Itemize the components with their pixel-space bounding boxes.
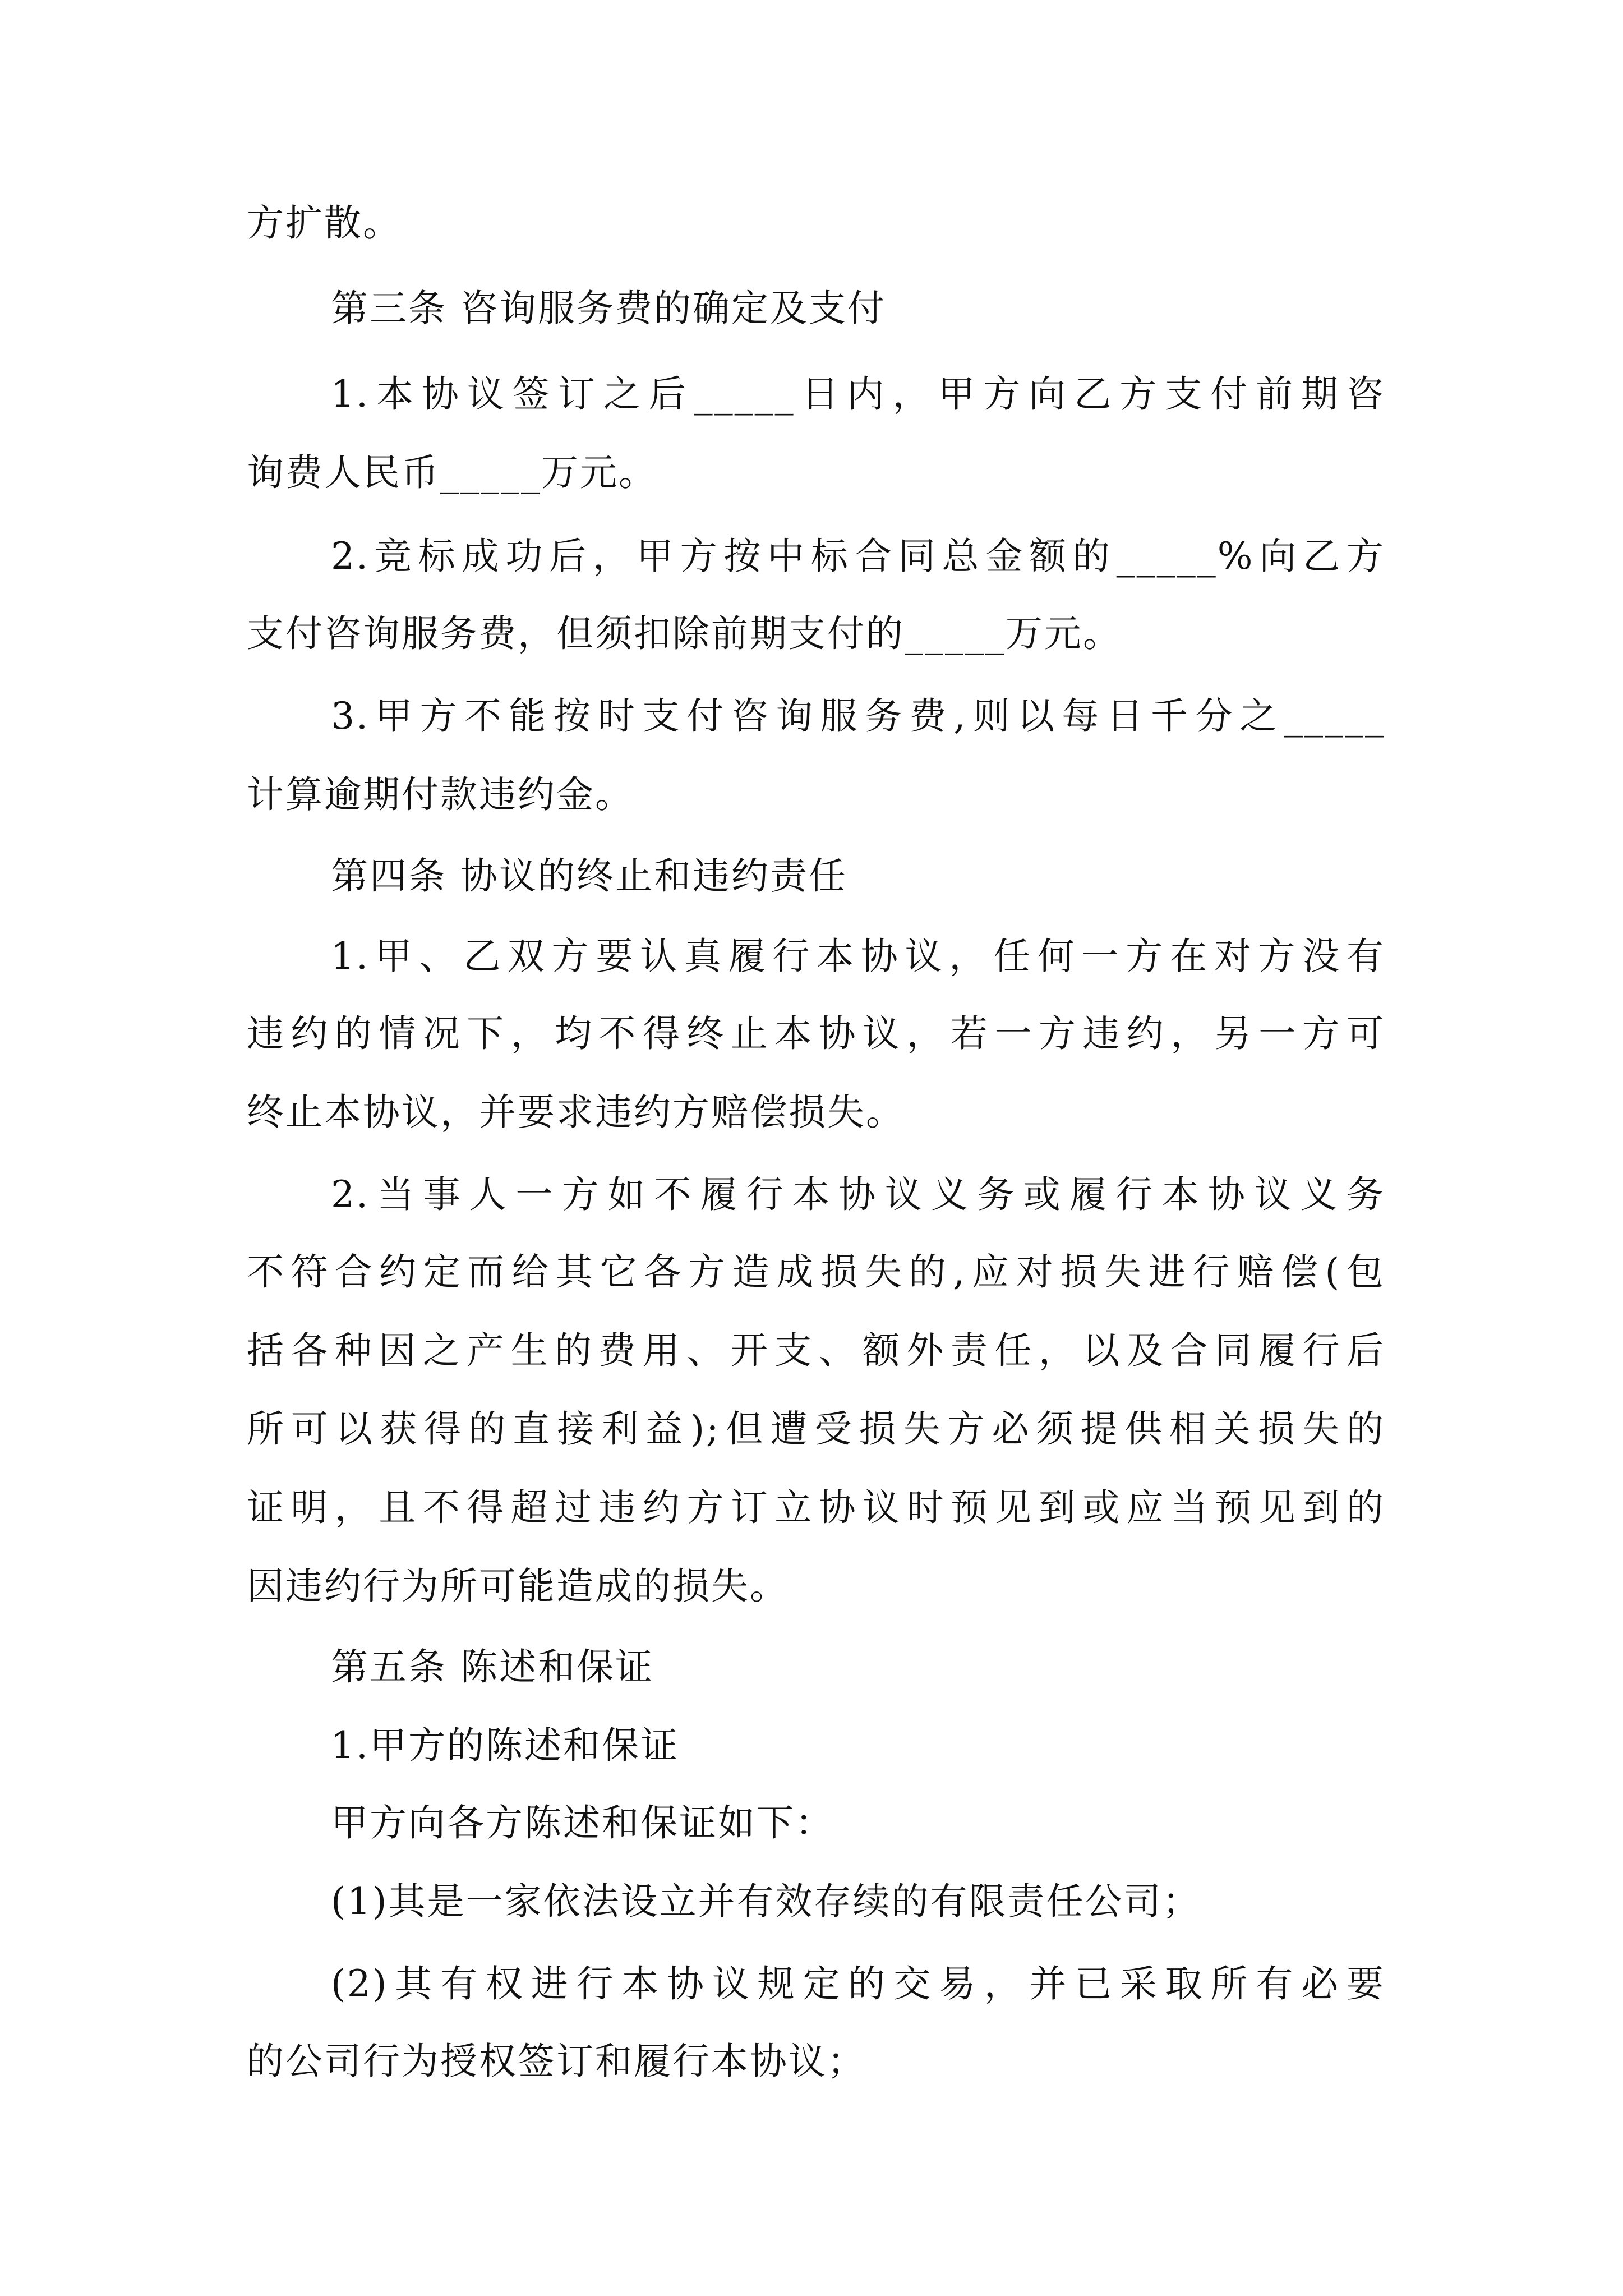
paragraph-line: 2.竞标成功后，甲方按中标合同总金额的_____%向乙方 — [331, 535, 1385, 578]
article-heading: 第四条 协议的终止和违约责任 — [331, 854, 847, 898]
paragraph-line: 计算逾期付款违约金。 — [247, 773, 634, 816]
paragraph-line: 所可以获得的直接利益);但遭受损失方必须提供相关损失的 — [247, 1407, 1385, 1451]
paragraph-line: 的公司行为授权签订和履行本协议； — [247, 2040, 866, 2083]
paragraph-line: (1)其是一家依法设立并有效存续的有限责任公司； — [331, 1880, 1201, 1923]
paragraph-line: 证明，且不得超过违约方订立协议时预见到或应当预见到的 — [247, 1486, 1385, 1529]
paragraph-line: 询费人民币_____万元。 — [247, 451, 657, 494]
paragraph-line: 不符合约定而给其它各方造成损失的,应对损失进行赔偿(包 — [247, 1250, 1385, 1294]
paragraph-line: 违约的情况下，均不得终止本协议，若一方违约，另一方可 — [247, 1012, 1385, 1055]
paragraph-line: 方扩散。 — [247, 201, 402, 245]
paragraph-line: 支付咨询服务费，但须扣除前期支付的_____万元。 — [247, 612, 1122, 655]
paragraph-line: 括各种因之产生的费用、开支、额外责任，以及合同履行后 — [247, 1329, 1385, 1372]
paragraph-line: 甲方向各方陈述和保证如下： — [331, 1801, 834, 1844]
paragraph-line: 终止本协议，并要求违约方赔偿损失。 — [247, 1091, 905, 1134]
article-heading: 第三条 咨询服务费的确定及支付 — [331, 287, 886, 330]
article-heading: 第五条 陈述和保证 — [331, 1645, 654, 1688]
paragraph-line: 3.甲方不能按时支付咨询服务费,则以每日千分之_____ — [331, 694, 1385, 738]
paragraph-line: 2.当事人一方如不履行本协议义务或履行本协议义务 — [331, 1173, 1385, 1216]
paragraph-line: 1.本协议签订之后_____日内，甲方向乙方支付前期咨 — [331, 372, 1385, 416]
paragraph-line: 1.甲、乙双方要认真履行本协议，任何一方在对方没有 — [331, 935, 1385, 978]
paragraph-line: (2)其有权进行本协议规定的交易，并已采取所有必要 — [331, 1962, 1385, 2005]
paragraph-line: 1.甲方的陈述和保证 — [331, 1724, 679, 1767]
paragraph-line: 因违约行为所可能造成的损失。 — [247, 1565, 789, 1608]
